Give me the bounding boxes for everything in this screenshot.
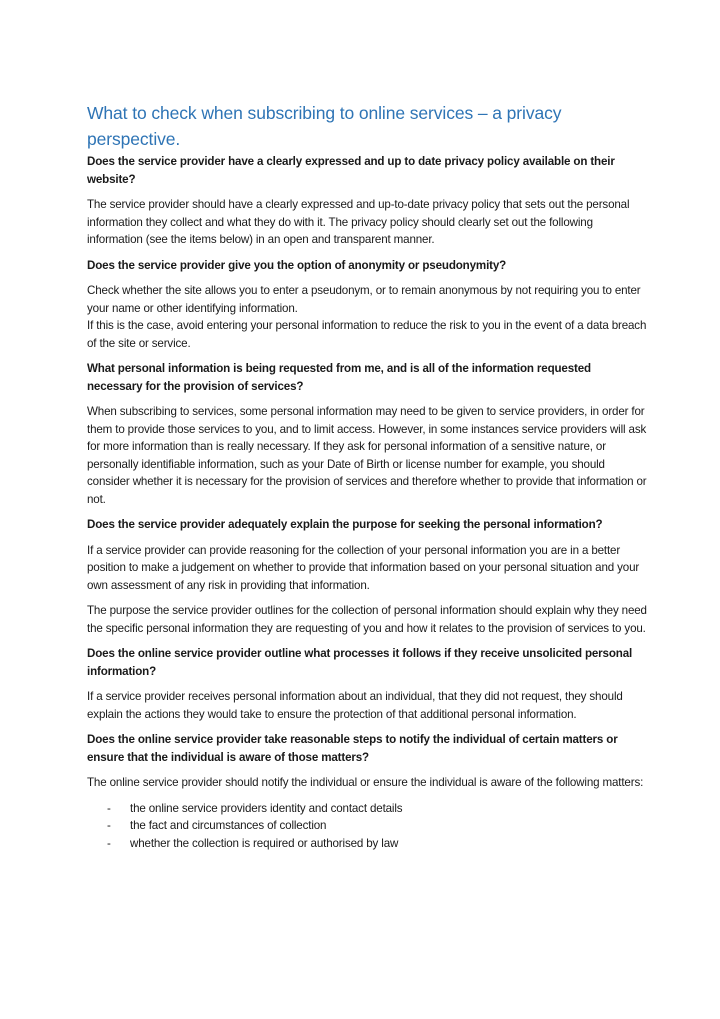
list-dash: - (107, 801, 111, 815)
section-question: Does the online service provider outline what processes it follows if they receive unsolicited personal information? (87, 647, 633, 678)
section-question: Does the service provider adequately explain the purpose for seeking the personal information? (87, 518, 603, 531)
list-dash: - (107, 836, 111, 850)
list-dash: - (107, 819, 111, 832)
list-item-text: whether the collection is required or authorised by law (130, 836, 399, 850)
document-title: What to check when subscribing to online services – a privacy perspective. (87, 103, 562, 149)
list-item-text: the fact and circumstances of collection (130, 819, 327, 832)
paragraph-text: If this is the case, avoid entering your personal information to reduce the risk to you in the event of a data breach of the site or service. (87, 319, 647, 350)
section-paragraph (87, 196, 647, 249)
paragraph-text: The service provider should have a clearly expressed and up-to-date privacy policy that sets out the personal information they collect and what they do with it. The privacy policy should clearly set out the following information (see the items below) in an open and transparent manner. (87, 198, 630, 246)
list-item (87, 817, 647, 835)
paragraph-text: Check whether the site allows you to enter a pseudonym, or to remain anonymous by not requiring you to enter your name or other identifying information. (87, 284, 641, 315)
paragraph-text: When subscribing to services, some personal information may need to be given to service providers, in order for them to provide those services to you, and to limit access. However, in some instances service providers will ask for more information than is really necessary. If they ask for personal information of a sensitive nature, or personally identifiable information, such as your Date of Birth or license number for example, you should consider whether it is necessary for the provision of services and therefore whether to provide that information or not. (87, 405, 647, 506)
paragraph-text: If a service provider can provide reasoning for the collection of your personal information you are in a better position to make a judgement on whether to provide that information based on your personal situation and your own assessment of any risk in providing that information. (87, 543, 640, 592)
list-item (87, 835, 647, 853)
section-paragraph (87, 602, 647, 637)
section-paragraph (87, 688, 647, 723)
paragraph-text: The online service provider should notify the individual or ensure the individual is aware of the following matters: (87, 776, 644, 789)
section-question: Does the service provider have a clearly expressed and up to date privacy policy available on their website? (87, 155, 615, 186)
section-question: Does the service provider give you the option of anonymity or pseudonymity? (87, 258, 507, 272)
list-item (87, 800, 647, 818)
document-page (87, 100, 647, 852)
matters-list (87, 800, 647, 853)
list-item-text: the online service providers identity and contact details (130, 801, 403, 815)
section-paragraph (87, 542, 647, 595)
paragraph-text: The purpose the service provider outlines for the collection of personal information should explain why they need the specific personal information they are requesting of you and how it relates to the provision of services to you. (87, 604, 647, 635)
section-question: What personal information is being requested from me, and is all of the information requested necessary for the provision of services? (87, 362, 591, 393)
section-paragraph (87, 774, 647, 792)
section-paragraph (87, 282, 647, 352)
section-paragraph (87, 403, 647, 508)
section-question: Does the online service provider take reasonable steps to notify the individual of certain matters or ensure that the individual is aware of those matters? (87, 733, 618, 764)
paragraph-text: If a service provider receives personal information about an individual, that they did not request, they should explain the actions they would take to ensure the protection of that additional personal information. (87, 690, 623, 721)
